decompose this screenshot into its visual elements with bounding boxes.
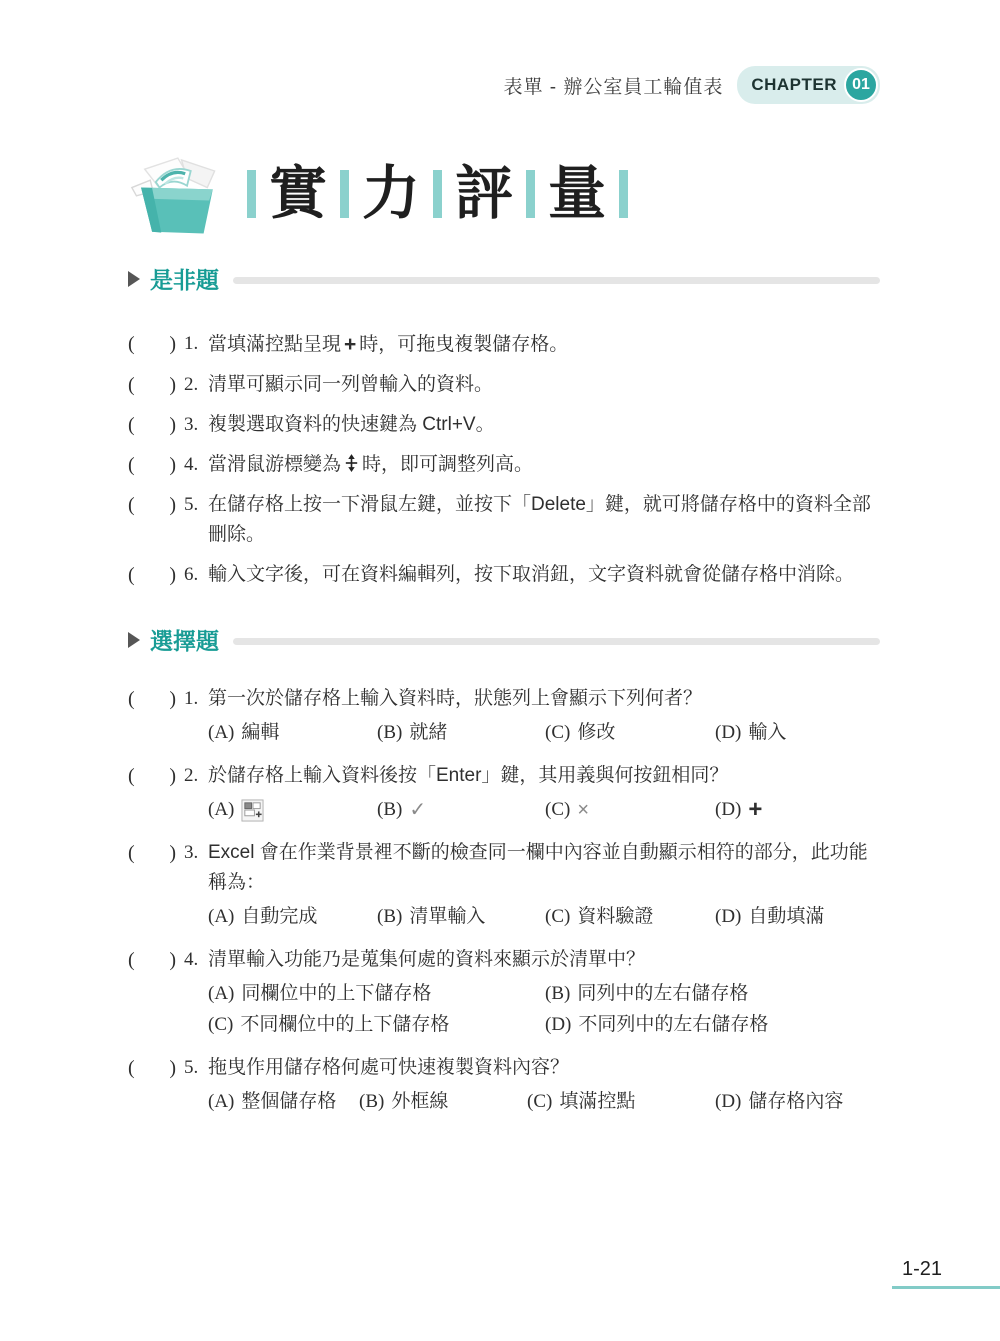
option-a: (A) [208, 795, 377, 825]
option-row [208, 902, 880, 932]
true-false-section [128, 262, 880, 590]
exam-box-icon [130, 150, 222, 238]
option-b: (B) 清單輸入 [377, 906, 486, 927]
question-row: ( ) 5. 拖曳作用儲存格何處可快速複製資料內容？ (A) 整個儲存格 (B) 外框線 (C) 填滿控點 (D) 儲存格內容 [128, 1053, 880, 1117]
question-row: ( ) 6. 輸入文字後，可在資料編輯列，按下取消鈕，文字資料就會從儲存格中消除。 [128, 560, 880, 590]
question-row: ( ) 4. 當滑鼠游標變為 時，即可調整列高。 [128, 450, 880, 480]
question-text: 當滑鼠游標變為 時，即可調整列高。 [208, 454, 534, 475]
page-footer [892, 1258, 1000, 1289]
footer-rule [892, 1286, 1000, 1289]
option-a: (A) 自動完成 [208, 906, 318, 927]
option-a: (A) 編輯 [208, 722, 280, 743]
chapter-badge-label: CHAPTER [751, 75, 837, 94]
option-row [208, 795, 880, 825]
question-text: 清單可顯示同一列曾輸入的資料。 [208, 374, 494, 395]
title-bar-decoration [340, 170, 349, 218]
option-c: (C) 修改 [545, 722, 616, 743]
chapter-title: 表單 - 辦公室員工輪值表 [503, 76, 724, 98]
answer-blank: ( ) [128, 949, 176, 971]
question-text: Excel 會在作業背景裡不斷的檢查同一欄中內容並自動顯示相符的部分，此功能 稱為： (A) 自動完成 (B) 清單輸入 (C) 資料驗證 (D) 自動填滿 [208, 838, 880, 932]
option-c: (C) × [545, 795, 715, 825]
answer-blank: ( ) [128, 494, 176, 516]
option-d: (D) + [715, 796, 763, 823]
question-text: 複製選取資料的快速鍵為 Ctrl+V。 [208, 414, 495, 435]
answer-blank: ( ) [128, 454, 176, 476]
insert-cells-button-icon [241, 799, 264, 822]
section-heading-true-false: 是非題 [128, 262, 880, 295]
question-text: 在儲存格上按一下滑鼠左鍵，並按下「Delete」鍵，就可將儲存格中的資料全部 刪除。 [208, 494, 871, 545]
chapter-badge [737, 66, 880, 104]
question-row: ( ) 1. 當填滿控點呈現 + 時，可拖曳複製儲存格。 [128, 329, 880, 360]
answer-blank: ( ) [128, 414, 176, 436]
answer-blank: ( ) [128, 564, 176, 586]
question-row: ( ) 3. Excel 會在作業背景裡不斷的檢查同一欄中內容並自動顯示相符的部分，此功能 稱為： (A) 自動完成 (B) 清單輸入 (C) 資料驗證 (D) 自動填滿 [128, 838, 880, 932]
option-row [208, 979, 880, 1040]
heading-rule [233, 638, 880, 645]
option-b: (B) 外框線 [359, 1091, 449, 1112]
page-number: 1-21 [902, 1258, 943, 1280]
question-row: ( ) 3. 複製選取資料的快速鍵為 Ctrl+V。 [128, 410, 880, 440]
option-c: (C) 不同欄位中的上下儲存格 [208, 1014, 450, 1035]
option-row [208, 1087, 880, 1117]
question-text: 清單輸入功能乃是蒐集何處的資料來顯示於清單中？ (A) 同欄位中的上下儲存格 (B) 同列中的左右儲存格 (C) 不同欄位中的上下儲存格 (D) 不同列中的左右儲存格 [208, 945, 880, 1040]
title-bar-decoration [619, 170, 628, 218]
title-bar-decoration [247, 170, 256, 218]
question-row: ( ) 4. 清單輸入功能乃是蒐集何處的資料來顯示於清單中？ (A) 同欄位中的上下儲存格 (B) 同列中的左右儲存格 (C) 不同欄位中的上下儲存格 (D) 不同列中的左右儲存格 [128, 945, 880, 1040]
option-a: (A) 整個儲存格 [208, 1091, 337, 1112]
option-row [208, 718, 880, 748]
option-b: (B) ✓ [377, 795, 545, 825]
option-d: (D) 輸入 [715, 722, 787, 743]
option-c: (C) 資料驗證 [545, 906, 654, 927]
check-mark-icon: ✓ [409, 799, 427, 821]
question-text: 第一次於儲存格上輸入資料時，狀態列上會顯示下列何者？ (A) 編輯 (B) 就緒 (C) 修改 (D) 輸入 [208, 684, 880, 748]
answer-blank: ( ) [128, 1057, 176, 1079]
heading-rule [233, 277, 880, 284]
option-b: (B) 同列中的左右儲存格 [545, 983, 749, 1004]
question-row: ( ) 2. 於儲存格上輸入資料後按「Enter」鍵，其用義與何按鈕相同？ (A) (B) ✓ (C) × (D) + [128, 761, 880, 825]
title-bar-decoration [433, 170, 442, 218]
answer-blank: ( ) [128, 765, 176, 787]
x-mark-icon: × [577, 799, 590, 821]
triangle-right-icon [128, 271, 140, 287]
fill-handle-plus-icon: + [344, 333, 357, 356]
question-row: ( ) 2. 清單可顯示同一列曾輸入的資料。 [128, 370, 880, 400]
option-a: (A) 同欄位中的上下儲存格 [208, 983, 432, 1004]
option-b: (B) 就緒 [377, 722, 448, 743]
row-resize-cursor-icon [345, 453, 358, 473]
option-d: (D) 不同列中的左右儲存格 [545, 1014, 769, 1035]
answer-blank: ( ) [128, 333, 176, 355]
triangle-right-icon [128, 632, 140, 648]
page-title: 實 力 評 量 [234, 165, 641, 223]
question-text: 輸入文字後，可在資料編輯列，按下取消鈕，文字資料就會從儲存格中消除。 [208, 564, 855, 585]
answer-blank: ( ) [128, 688, 176, 710]
question-text: 拖曳作用儲存格何處可快速複製資料內容？ (A) 整個儲存格 (B) 外框線 (C) 填滿控點 (D) 儲存格內容 [208, 1053, 880, 1117]
answer-blank: ( ) [128, 374, 176, 396]
option-c: (C) 填滿控點 [527, 1091, 636, 1112]
chapter-number-circle: 01 [844, 68, 878, 102]
question-row: ( ) 1. 第一次於儲存格上輸入資料時，狀態列上會顯示下列何者？ (A) 編輯 (B) 就緒 (C) 修改 (D) 輸入 [128, 684, 880, 748]
question-text: 當填滿控點呈現 + 時，可拖曳複製儲存格。 [208, 329, 880, 360]
answer-blank: ( ) [128, 842, 176, 864]
question-text: 於儲存格上輸入資料後按「Enter」鍵，其用義與何按鈕相同？ (A) (B) ✓ (C) × (D) + [208, 761, 880, 825]
multiple-choice-section [128, 623, 880, 1117]
page-header [503, 66, 880, 104]
title-bar-decoration [526, 170, 535, 218]
option-d: (D) 儲存格內容 [715, 1091, 844, 1112]
page-content [128, 262, 880, 1130]
plus-icon: + [748, 796, 763, 823]
section-banner [130, 150, 641, 238]
section-heading-multiple-choice: 選擇題 [128, 623, 880, 656]
option-d: (D) 自動填滿 [715, 906, 825, 927]
question-row: ( ) 5. 在儲存格上按一下滑鼠左鍵，並按下「Delete」鍵，就可將儲存格中的資料全部 刪除。 [128, 490, 880, 550]
